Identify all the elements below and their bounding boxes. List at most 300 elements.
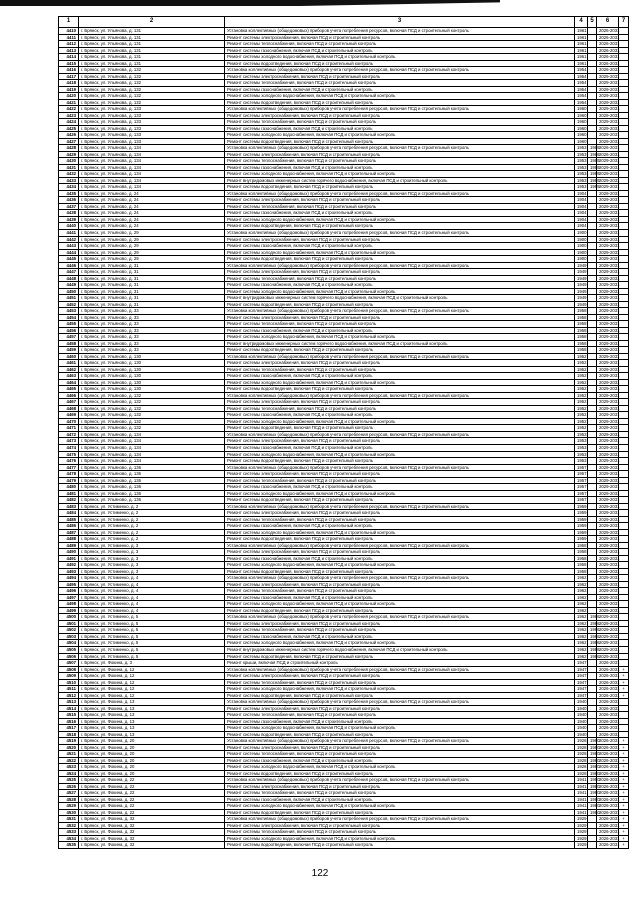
address-cell: г. Брянск, ул. Ульяново, д. 130 xyxy=(79,373,225,380)
row-number: 4482 xyxy=(59,497,79,504)
address-cell: г. Брянск, ул. Ульяново, д. 24 xyxy=(79,203,225,210)
build-year-cell: 1954 xyxy=(575,93,588,100)
planned-period-cell: 2029-2031 xyxy=(597,542,619,549)
address-cell: г. Брянск, ул. Ульяново, д. 136 xyxy=(79,477,225,484)
address-cell: г. Брянск, ул. Устименко, д. 3 xyxy=(79,542,225,549)
address-cell: г. Брянск, ул. Ульяново, д. 132 xyxy=(79,399,225,406)
build-year-cell: 1962 xyxy=(575,627,588,634)
address-cell: г. Брянск, ул. Фокина, д. 22 xyxy=(79,809,225,816)
address-cell: г. Брянск, ул. Устименко, д. 3 xyxy=(79,562,225,569)
planned-period-cell: 2029-2031 xyxy=(597,620,619,627)
address-cell: г. Брянск, ул. Ульяново, д. 132 xyxy=(79,392,225,399)
address-cell: г. Брянск, ул. Фокина, д. 13 xyxy=(79,731,225,738)
work-type-cell: Ремонт системы электроснабжения, включая ПСД и строительный контроль xyxy=(225,783,575,790)
row-number: 4464 xyxy=(59,379,79,386)
build-year-cell: 1954 xyxy=(575,67,588,74)
reconstruction-year-cell: 1989 xyxy=(588,184,597,191)
row-number: 4433 xyxy=(59,177,79,184)
build-year-cell: 1947 xyxy=(575,660,588,667)
row-number: 4505 xyxy=(59,646,79,653)
row-number: 4448 xyxy=(59,275,79,282)
mark-cell: + xyxy=(619,751,629,758)
work-type-cell: Ремонт системы газоснабжения, включая ПСД и строительный контроль xyxy=(225,125,575,132)
address-cell: г. Брянск, ул. Ульянова, д. 133 xyxy=(79,112,225,119)
address-cell: г. Брянск, ул. Устименко, д. 5 xyxy=(79,646,225,653)
address-cell: г. Брянск, ул. Фокина, д. 12 xyxy=(79,692,225,699)
row-number: 4514 xyxy=(59,705,79,712)
build-year-cell: 1928 xyxy=(575,738,588,745)
reconstruction-year-cell xyxy=(588,842,597,849)
reconstruction-year-cell: 1986 xyxy=(588,646,597,653)
address-cell: г. Брянск, ул. Фокина, д. 20 xyxy=(79,744,225,751)
address-cell: г. Брянск, ул. Ульянова, д. 132 xyxy=(79,86,225,93)
build-year-cell: 1952 xyxy=(575,412,588,419)
planned-period-cell: 2029-2031 xyxy=(597,269,619,276)
work-type-cell: Ремонт системы электроснабжения, включая ПСД и строительный контроль xyxy=(225,314,575,321)
address-cell: г. Брянск, ул. Устименко, д. 5 xyxy=(79,653,225,660)
build-year-cell: 1953 xyxy=(575,438,588,445)
planned-period-cell: 2029-2031 xyxy=(597,575,619,582)
row-number: 4470 xyxy=(59,418,79,425)
reconstruction-year-cell: 1980 xyxy=(588,777,597,784)
build-year-cell: 1929 xyxy=(575,829,588,836)
work-type-cell: Ремонт системы холодного водоснабжения, включая ПСД и строительный контроль xyxy=(225,562,575,569)
planned-period-cell: 2026-2031 xyxy=(597,835,619,842)
build-year-cell: 1949 xyxy=(575,262,588,269)
row-number: 4412 xyxy=(59,41,79,48)
address-cell: г. Брянск, ул. Ульянова, д. 134 xyxy=(79,164,225,171)
row-number: 4423 xyxy=(59,112,79,119)
planned-period-cell: 2029-2031 xyxy=(597,223,619,230)
build-year-cell: 1953 xyxy=(575,177,588,184)
work-type-cell: Установка коллективных (общедомовых) приборов учета потребления ресурсов, включая ПСД и строительный контроль xyxy=(225,190,575,197)
build-year-cell: 1958 xyxy=(575,347,588,354)
work-type-cell: Ремонт системы теплоснабжения, включая ПСД и строительный контроль xyxy=(225,158,575,165)
mark-cell: + xyxy=(619,829,629,836)
build-year-cell: 1941 xyxy=(575,777,588,784)
column-header: 3 xyxy=(225,17,575,28)
build-year-cell: 1962 xyxy=(575,633,588,640)
planned-period-cell: 2029-2031 xyxy=(597,568,619,575)
planned-period-cell: 2026-2031 xyxy=(597,692,619,699)
column-header: 5 xyxy=(588,17,597,28)
address-cell: г. Брянск, ул. Фокина, д. 20 xyxy=(79,738,225,745)
work-type-cell: Ремонт системы водоотведения, включая ПСД и строительный контроль xyxy=(225,842,575,849)
row-number: 4492 xyxy=(59,562,79,569)
build-year-cell: 1961 xyxy=(575,41,588,48)
address-cell: г. Брянск, ул. Фокина, д. 13 xyxy=(79,712,225,719)
build-year-cell: 1959 xyxy=(575,516,588,523)
work-type-cell: Ремонт системы электроснабжения, включая ПСД и строительный контроль xyxy=(225,581,575,588)
planned-period-cell: 2029-2031 xyxy=(597,256,619,263)
reconstruction-year-cell: 1989 xyxy=(588,164,597,171)
address-cell: г. Брянск, ул. Фокина, д. 32 xyxy=(79,842,225,849)
build-year-cell: 1960 xyxy=(575,112,588,119)
work-type-cell: Ремонт системы холодного водоснабжения, включая ПСД и строительный контроль xyxy=(225,835,575,842)
planned-period-cell: 2029-2031 xyxy=(597,243,619,250)
scan-edge-artifact xyxy=(0,0,500,6)
row-number: 4456 xyxy=(59,327,79,334)
address-cell: г. Брянск, ул. Устименко, д. 3 xyxy=(79,568,225,575)
address-cell: г. Брянск, ул. Ульянова, д. 131 xyxy=(79,47,225,54)
planned-period-cell: 2029-2031 xyxy=(597,640,619,647)
planned-period-cell: 2026-2031 xyxy=(597,41,619,48)
planned-period-cell: 2029-2031 xyxy=(597,301,619,308)
work-type-cell: Ремонт системы электроснабжения, включая ПСД и строительный контроль xyxy=(225,471,575,478)
row-number: 4454 xyxy=(59,314,79,321)
work-type-cell: Ремонт системы теплоснабжения, включая ПСД и строительный контроль xyxy=(225,790,575,797)
planned-period-cell: 2026-2031 xyxy=(597,705,619,712)
work-type-cell: Ремонт системы теплоснабжения, включая ПСД и строительный контроль xyxy=(225,80,575,87)
build-year-cell: 1947 xyxy=(575,686,588,693)
planned-period-cell: 2029-2031 xyxy=(597,594,619,601)
planned-period-cell: 2029-2031 xyxy=(597,653,619,660)
reconstruction-year-cell: 1986 xyxy=(588,614,597,621)
address-cell: г. Брянск, ул. Устименко, д. 4 xyxy=(79,581,225,588)
mark-cell: + xyxy=(619,790,629,797)
row-number: 4535 xyxy=(59,842,79,849)
build-year-cell: 1960 xyxy=(575,125,588,132)
address-cell: г. Брянск, ул. Ульяново, д. 29 xyxy=(79,236,225,243)
build-year-cell: 1959 xyxy=(575,503,588,510)
mark-cell: + xyxy=(619,835,629,842)
work-type-cell: Ремонт системы электроснабжения, включая ПСД и строительный контроль xyxy=(225,197,575,204)
build-year-cell: 1962 xyxy=(575,646,588,653)
planned-period-cell: 2026-2031 xyxy=(597,725,619,732)
planned-period-cell: 2029-2031 xyxy=(597,464,619,471)
build-year-cell: 1929 xyxy=(575,842,588,849)
planned-period-cell: 2026-2031 xyxy=(597,770,619,777)
build-year-cell: 1947 xyxy=(575,666,588,673)
planned-period-cell: 2029-2031 xyxy=(597,471,619,478)
row-number: 4414 xyxy=(59,54,79,61)
work-type-cell: Ремонт системы теплоснабжения, включая ПСД и строительный контроль xyxy=(225,477,575,484)
build-year-cell: 1954 xyxy=(575,86,588,93)
build-year-cell: 1957 xyxy=(575,497,588,504)
address-cell: г. Брянск, ул. Ульяново, д. 134 xyxy=(79,451,225,458)
work-type-cell: Ремонт системы электроснабжения, включая ПСД и строительный контроль xyxy=(225,269,575,276)
build-year-cell: 1958 xyxy=(575,568,588,575)
mark-cell: + xyxy=(619,822,629,829)
work-type-cell: Ремонт системы газоснабжения, включая ПСД и строительный контроль xyxy=(225,412,575,419)
build-year-cell: 1962 xyxy=(575,581,588,588)
work-type-cell: Ремонт системы водоотведения, включая ПСД и строительный контроль xyxy=(225,809,575,816)
planned-period-cell: 2029-2031 xyxy=(597,529,619,536)
row-number: 4457 xyxy=(59,334,79,341)
planned-period-cell: 2026-2031 xyxy=(597,28,619,35)
work-type-cell: Ремонт системы газоснабжения, включая ПСД и строительный контроль xyxy=(225,523,575,530)
build-year-cell: 1962 xyxy=(575,640,588,647)
row-number: 4504 xyxy=(59,640,79,647)
build-year-cell: 1904 xyxy=(575,210,588,217)
work-type-cell: Ремонт системы водоотведения, включая ПСД и строительный контроль xyxy=(225,301,575,308)
row-number: 4512 xyxy=(59,692,79,699)
build-year-cell: 1958 xyxy=(575,334,588,341)
address-cell: г. Брянск, ул. Фокина, д. 20 xyxy=(79,764,225,771)
mark-cell: + xyxy=(619,673,629,680)
work-type-cell: Установка коллективных (общедомовых) приборов учета потребления ресурсов, включая ПСД и строительный контроль xyxy=(225,28,575,35)
planned-period-cell: 2029-2031 xyxy=(597,438,619,445)
mark-cell: + xyxy=(619,777,629,784)
row-number: 4459 xyxy=(59,347,79,354)
build-year-cell: 1949 xyxy=(575,282,588,289)
planned-period-cell: 2029-2031 xyxy=(597,562,619,569)
build-year-cell: 1928 xyxy=(575,764,588,771)
address-cell: г. Брянск, ул. Устименко, д. 5 xyxy=(79,620,225,627)
planned-period-cell: 2026-2031 xyxy=(597,751,619,758)
reconstruction-year-cell: 1980 xyxy=(588,809,597,816)
planned-period-cell: 2029-2031 xyxy=(597,425,619,432)
build-year-cell: 1953 xyxy=(575,184,588,191)
planned-period-cell: 2029-2031 xyxy=(597,510,619,517)
build-year-cell: 1904 xyxy=(575,203,588,210)
build-year-cell: 1960 xyxy=(575,132,588,139)
address-cell: г. Брянск, ул. Ульяново, д. 130 xyxy=(79,353,225,360)
build-year-cell: 1928 xyxy=(575,757,588,764)
work-type-cell: Установка коллективных (общедомовых) приборов учета потребления ресурсов, включая ПСД и строительный контроль xyxy=(225,464,575,471)
address-cell: г. Брянск, ул. Ульяново, д. 132 xyxy=(79,425,225,432)
row-number: 4455 xyxy=(59,321,79,328)
work-type-cell: Ремонт системы холодного водоснабжения, включая ПСД и строительный контроль xyxy=(225,171,575,178)
work-type-cell: Ремонт системы газоснабжения, включая ПСД и строительный контроль xyxy=(225,243,575,250)
work-type-cell: Ремонт системы газоснабжения, включая ПСД и строительный контроль xyxy=(225,718,575,725)
work-type-cell: Установка коллективных (общедомовых) приборов учета потребления ресурсов, включая ПСД и строительный контроль xyxy=(225,67,575,74)
work-type-cell: Ремонт системы холодного водоснабжения, включая ПСД и строительный контроль xyxy=(225,418,575,425)
address-cell: г. Брянск, ул. Фокина, д. 22 xyxy=(79,796,225,803)
build-year-cell: 1949 xyxy=(575,269,588,276)
build-year-cell: 1941 xyxy=(575,796,588,803)
work-type-cell: Ремонт системы газоснабжения, включая ПСД и строительный контроль xyxy=(225,282,575,289)
reconstruction-year-cell: 1980 xyxy=(588,803,597,810)
build-year-cell: 1953 xyxy=(575,451,588,458)
row-number: 4441 xyxy=(59,229,79,236)
address-cell: г. Брянск, ул. Фокина, д. 13 xyxy=(79,705,225,712)
work-type-cell: Ремонт системы водоотведения, включая ПСД и строительный контроль xyxy=(225,731,575,738)
planned-period-cell: 2029-2031 xyxy=(597,484,619,491)
reconstruction-year-cell: 1989 xyxy=(588,177,597,184)
build-year-cell: 1904 xyxy=(575,197,588,204)
build-year-cell: 1958 xyxy=(575,549,588,556)
address-cell: г. Брянск, ул. Ульяново, д. 130 xyxy=(79,360,225,367)
address-cell: г. Брянск, ул. Ульянова, д. 131 xyxy=(79,28,225,35)
build-year-cell: 1900 xyxy=(575,249,588,256)
build-year-cell: 1959 xyxy=(575,510,588,517)
build-year-cell: 1929 xyxy=(575,835,588,842)
address-cell: г. Брянск, ул. Ульянова, д. 134 xyxy=(79,151,225,158)
planned-period-cell: 2029-2031 xyxy=(597,132,619,139)
planned-period-cell: 2026-2031 xyxy=(597,34,619,41)
build-year-cell: 1947 xyxy=(575,679,588,686)
work-type-cell: Ремонт системы теплоснабжения, включая ПСД и строительный контроль xyxy=(225,405,575,412)
planned-period-cell: 2029-2031 xyxy=(597,386,619,393)
address-cell: г. Брянск, ул. Ульянова, д. 134 xyxy=(79,177,225,184)
build-year-cell: 1904 xyxy=(575,190,588,197)
planned-period-cell: 2029-2031 xyxy=(597,360,619,367)
row-number: 4533 xyxy=(59,829,79,836)
address-cell: г. Брянск, ул. Устименко, д. 2 xyxy=(79,536,225,543)
planned-period-cell: 2026-2031 xyxy=(597,842,619,849)
address-cell: г. Брянск, ул. Устименко, д. 5 xyxy=(79,633,225,640)
mark-cell: + xyxy=(619,679,629,686)
planned-period-cell: 2029-2031 xyxy=(597,555,619,562)
build-year-cell: 1962 xyxy=(575,601,588,608)
work-type-cell: Ремонт системы электроснабжения, включая ПСД и строительный контроль xyxy=(225,620,575,627)
build-year-cell: 1960 xyxy=(575,119,588,126)
row-number: 4435 xyxy=(59,190,79,197)
address-cell: г. Брянск, ул. Ульянова, д. 133 xyxy=(79,106,225,113)
address-cell: г. Брянск, ул. Ульянова, д. 132 xyxy=(79,93,225,100)
build-year-cell: 1949 xyxy=(575,295,588,302)
work-type-cell: Ремонт системы холодного водоснабжения, включая ПСД и строительный контроль xyxy=(225,249,575,256)
work-type-cell: Ремонт системы электроснабжения, включая ПСД и строительный контроль xyxy=(225,360,575,367)
address-cell: г. Брянск, ул. Ульянова, д. 132 xyxy=(79,80,225,87)
address-cell: г. Брянск, ул. Ульянова, д. 131 xyxy=(79,34,225,41)
row-number: 4467 xyxy=(59,399,79,406)
work-type-cell: Установка коллективных (общедомовых) приборов учета потребления ресурсов, включая ПСД и строительный контроль xyxy=(225,816,575,823)
planned-period-cell: 2029-2031 xyxy=(597,646,619,653)
address-cell: г. Брянск, ул. Ульяново, д. 134 xyxy=(79,438,225,445)
address-cell: г. Брянск, ул. Устименко, д. 4 xyxy=(79,575,225,582)
planned-period-cell: 2026-2031 xyxy=(597,699,619,706)
planned-period-cell: 2029-2031 xyxy=(597,80,619,87)
planned-period-cell: 2029-2031 xyxy=(597,373,619,380)
row-number: 4523 xyxy=(59,764,79,771)
address-cell: г. Брянск, ул. Ульянова, д. 134 xyxy=(79,158,225,165)
work-type-cell: Ремонт системы теплоснабжения, включая ПСД и строительный контроль xyxy=(225,627,575,634)
planned-period-cell: 2026-2031 xyxy=(597,796,619,803)
column-header: 7 xyxy=(619,17,629,28)
row-number: 4509 xyxy=(59,673,79,680)
work-type-cell: Установка коллективных (общедомовых) приборов учета потребления ресурсов, включая ПСД и строительный контроль xyxy=(225,575,575,582)
work-type-cell: Ремонт системы теплоснабжения, включая ПСД и строительный контроль xyxy=(225,366,575,373)
row-number: 4530 xyxy=(59,809,79,816)
mark-cell: + xyxy=(619,738,629,745)
build-year-cell: 1962 xyxy=(575,614,588,621)
build-year-cell: 1940 xyxy=(575,725,588,732)
row-number: 4532 xyxy=(59,822,79,829)
work-type-cell: Ремонт системы холодного водоснабжения, включая ПСД и строительный контроль xyxy=(225,601,575,608)
address-cell: г. Брянск, ул. Устименко, д. 5 xyxy=(79,614,225,621)
work-type-cell: Ремонт системы теплоснабжения, включая ПСД и строительный контроль xyxy=(225,679,575,686)
build-year-cell: 1962 xyxy=(575,607,588,614)
build-year-cell: 1904 xyxy=(575,223,588,230)
work-type-cell: Ремонт системы водоотведения, включая ПСД и строительный контроль xyxy=(225,138,575,145)
work-type-cell: Ремонт системы водоотведения, включая ПСД и строительный контроль xyxy=(225,497,575,504)
planned-period-cell: 2029-2031 xyxy=(597,236,619,243)
work-type-cell: Ремонт системы холодного водоснабжения, включая ПСД и строительный контроль xyxy=(225,803,575,810)
work-type-cell: Ремонт системы газоснабжения, включая ПСД и строительный контроль xyxy=(225,164,575,171)
planned-period-cell: 2029-2031 xyxy=(597,405,619,412)
row-number: 4444 xyxy=(59,249,79,256)
work-type-cell: Установка коллективных (общедомовых) приборов учета потребления ресурсов, включая ПСД и строительный контроль xyxy=(225,666,575,673)
build-year-cell: 1962 xyxy=(575,594,588,601)
row-number: 4494 xyxy=(59,575,79,582)
planned-period-cell: 2029-2031 xyxy=(597,379,619,386)
reconstruction-year-cell: 1980 xyxy=(588,751,597,758)
planned-period-cell: 2026-2031 xyxy=(597,803,619,810)
work-type-cell: Ремонт системы холодного водоснабжения, включая ПСД и строительный контроль xyxy=(225,490,575,497)
address-cell: г. Брянск, ул. Ульяново, д. 31 xyxy=(79,262,225,269)
row-number: 4501 xyxy=(59,620,79,627)
row-number: 4495 xyxy=(59,581,79,588)
row-number: 4424 xyxy=(59,119,79,126)
planned-period-cell: 2029-2031 xyxy=(597,523,619,530)
work-type-cell: Ремонт внутридомовых инженерных систем горячего водоснабжения, включая ПСД и строительный контроль xyxy=(225,295,575,302)
address-cell: г. Брянск, ул. Фокина, д. 22 xyxy=(79,777,225,784)
work-type-cell: Ремонт системы газоснабжения, включая ПСД и строительный контроль xyxy=(225,796,575,803)
work-type-cell: Ремонт системы водоотведения, включая ПСД и строительный контроль xyxy=(225,60,575,67)
work-type-cell: Ремонт системы водоотведения, включая ПСД и строительный контроль xyxy=(225,607,575,614)
address-cell: г. Брянск, ул. Ульяново, д. 33 xyxy=(79,321,225,328)
work-type-cell: Ремонт системы теплоснабжения, включая ПСД и строительный контроль xyxy=(225,275,575,282)
mark-cell: + xyxy=(619,757,629,764)
work-type-cell: Установка коллективных (общедомовых) приборов учета потребления ресурсов, включая ПСД и строительный контроль xyxy=(225,542,575,549)
address-cell: г. Брянск, ул. Устименко, д. 2 xyxy=(79,510,225,517)
planned-period-cell: 2026-2031 xyxy=(597,790,619,797)
planned-period-cell: 2029-2031 xyxy=(597,99,619,106)
address-cell: г. Брянск, ул. Фокина, д. 22 xyxy=(79,790,225,797)
work-type-cell: Ремонт системы холодного водоснабжения, включая ПСД и строительный контроль xyxy=(225,288,575,295)
reconstruction-year-cell: 1986 xyxy=(588,627,597,634)
column-header: 2 xyxy=(79,17,225,28)
mark-cell: + xyxy=(619,666,629,673)
row-number: 4466 xyxy=(59,392,79,399)
build-year-cell: 1941 xyxy=(575,809,588,816)
row-number: 4471 xyxy=(59,425,79,432)
row-number: 4419 xyxy=(59,86,79,93)
row-number: 4413 xyxy=(59,47,79,54)
row-number: 4534 xyxy=(59,835,79,842)
build-year-cell: 1954 xyxy=(575,73,588,80)
row-number: 4515 xyxy=(59,712,79,719)
work-type-cell: Установка коллективных (общедомовых) приборов учета потребления ресурсов, включая ПСД и строительный контроль xyxy=(225,503,575,510)
row-number: 4438 xyxy=(59,210,79,217)
reconstruction-year-cell: 1980 xyxy=(588,757,597,764)
row-number: 4487 xyxy=(59,529,79,536)
row-number: 4491 xyxy=(59,555,79,562)
mark-cell: + xyxy=(619,692,629,699)
row-number: 4468 xyxy=(59,405,79,412)
row-number: 4440 xyxy=(59,223,79,230)
work-type-cell: Ремонт системы электроснабжения, включая ПСД и строительный контроль xyxy=(225,705,575,712)
row-number: 4450 xyxy=(59,288,79,295)
planned-period-cell: 2029-2031 xyxy=(597,314,619,321)
planned-period-cell: 2029-2031 xyxy=(597,418,619,425)
planned-period-cell: 2026-2031 xyxy=(597,816,619,823)
row-number: 4524 xyxy=(59,770,79,777)
build-year-cell: 1952 xyxy=(575,425,588,432)
row-number: 4432 xyxy=(59,171,79,178)
address-cell: г. Брянск, ул. Ульяново, д. 132 xyxy=(79,418,225,425)
planned-period-cell: 2029-2031 xyxy=(597,392,619,399)
build-year-cell: 1940 xyxy=(575,712,588,719)
address-cell: г. Брянск, ул. Ульяново, д. 130 xyxy=(79,386,225,393)
planned-period-cell: 2026-2031 xyxy=(597,67,619,74)
address-cell: г. Брянск, ул. Ульянова, д. 134 xyxy=(79,171,225,178)
row-number: 4436 xyxy=(59,197,79,204)
row-number: 4475 xyxy=(59,451,79,458)
address-cell: г. Брянск, ул. Ульянова, д. 131 xyxy=(79,60,225,67)
work-type-cell: Ремонт системы теплоснабжения, включая ПСД и строительный контроль xyxy=(225,588,575,595)
planned-period-cell: 2026-2031 xyxy=(597,829,619,836)
build-year-cell: 1959 xyxy=(575,536,588,543)
work-type-cell: Ремонт системы водоотведения, включая ПСД и строительный контроль xyxy=(225,184,575,191)
build-year-cell: 1953 xyxy=(575,164,588,171)
build-year-cell: 1957 xyxy=(575,471,588,478)
work-type-cell: Ремонт системы водоотведения, включая ПСД и строительный контроль xyxy=(225,223,575,230)
address-cell: г. Брянск, ул. Ульяново, д. 24 xyxy=(79,223,225,230)
planned-period-cell: 2026-2031 xyxy=(597,145,619,152)
